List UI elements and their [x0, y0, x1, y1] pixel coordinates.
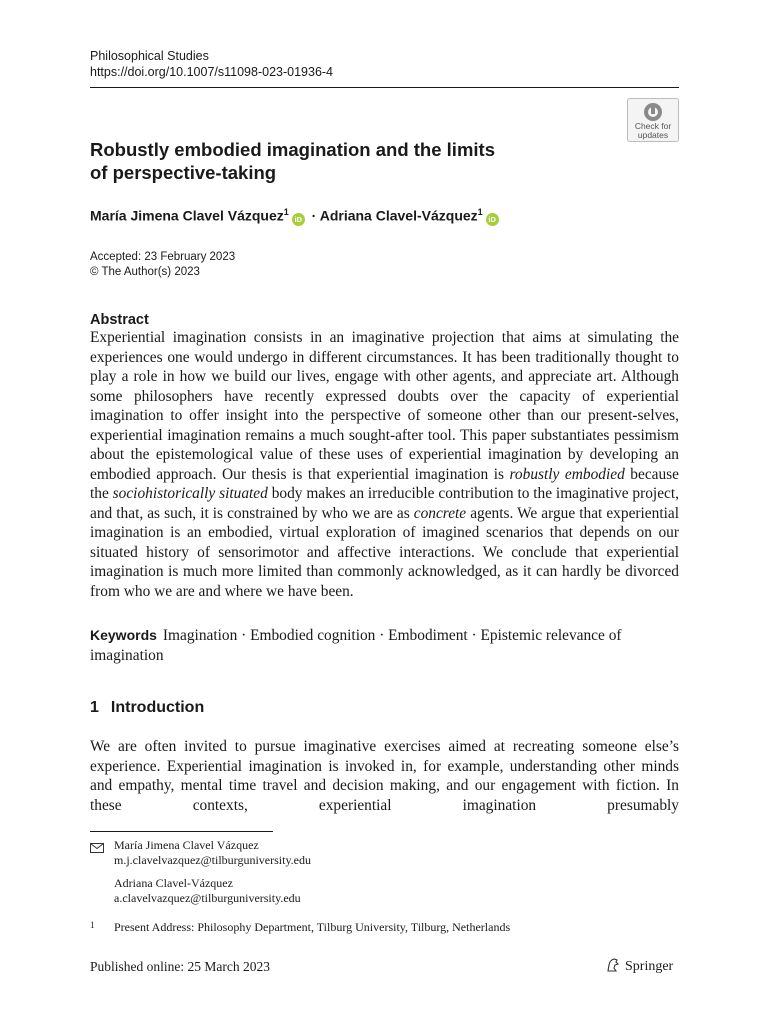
abstract-heading: Abstract: [90, 312, 149, 328]
header-rule: [90, 87, 679, 88]
section-title: Introduction: [110, 699, 205, 716]
section-heading: [90, 699, 204, 717]
orcid-icon[interactable]: iD: [292, 213, 305, 226]
check-updates-label-2: updates: [637, 130, 669, 140]
email-icon: [90, 840, 104, 858]
publisher-name: Springer: [625, 959, 674, 974]
doi-link[interactable]: https://doi.org/10.1007/s11098-023-01936-4: [90, 65, 334, 79]
author-1-name[interactable]: María Jimena Clavel Vázquez: [90, 207, 284, 224]
abstract-emphasis-3: concrete: [413, 504, 467, 522]
contact-2-name: Adriana Clavel-Vázquez: [114, 876, 233, 890]
accepted-date: Accepted: 23 February 2023: [90, 251, 236, 263]
contact-1-email[interactable]: m.j.clavelvazquez@tilburguniversity.edu: [114, 853, 311, 867]
journal-name: Philosophical Studies: [90, 49, 209, 63]
publisher-logo: [605, 957, 673, 975]
check-for-updates-button[interactable]: [627, 98, 679, 142]
abstract-part-2: because the: [90, 465, 680, 502]
check-updates-label-1: Check for: [634, 121, 672, 131]
copyright-notice: © The Author(s) 2023: [90, 266, 200, 278]
affiliation-footnote: Present Address: Philosophy Department, Tilburg University, Tilburg, Netherlands: [114, 920, 511, 934]
author-2-name[interactable]: Adriana Clavel-Vázquez: [319, 207, 478, 224]
check-updates-icon: [643, 102, 663, 122]
springer-horse-icon: [605, 957, 621, 973]
abstract-text: [90, 328, 679, 601]
keywords-list: Imagination · Embodied cognition · Embodiment · Epistemic relevance of imagination: [90, 627, 622, 664]
contact-1-name: María Jimena Clavel Vázquez: [114, 838, 259, 852]
abstract-part-3: body makes an irreducible contribution to the imaginative project, and that, as such, it is constrained by who we are as: [90, 485, 679, 522]
publication-dates: [90, 250, 235, 280]
journal-header: [90, 48, 333, 80]
introduction-text: We are often invited to pursue imaginative exercises aimed at recreating someone else’s experience. Experiential imagination is invoked in, for example, understanding other minds and empathy, mental time travel and decision making, and our engagement with fiction. In these contexts, experiential imagination presumably: [90, 738, 679, 814]
abstract-part-1: Experiential imagination consists in an imaginative projection that aims at simulating the experiences one would undergo in different circumstances. It has been traditionally thought to play a role in how we build our lives, engage with other agents, and appreciate art. Although some philosophers have recently expressed doubts over the capacity of experiential imagination to offer insight into the perspective of someone other than our present-selves, experiential imagination remains a much sought-after tool. This paper substantiates pessimism about the epistemological value of these uses of experiential imagination by developing an embodied approach. Our thesis is that experiential imagination is: [90, 329, 679, 483]
paper-title: [90, 138, 570, 184]
title-line-2: of perspective-taking: [90, 162, 277, 183]
affiliation-footnote-number: 1: [90, 920, 95, 930]
contact-2-email[interactable]: a.clavelvazquez@tilburguniversity.edu: [114, 891, 301, 905]
abstract-part-4: agents. We argue that experiential imagination is an embodied, virtual exploration of imagined scenarios that depends on our situated history of sensorimotor and affective interactions. We conclude that experiential imagination is much more limited than commonly acknowledged, as it can hardly be divorced from who we are and where we have been.: [90, 504, 679, 600]
author-separator: ·: [311, 207, 317, 224]
author-1-contact: [114, 838, 311, 868]
keywords-label: Keywords: [90, 627, 157, 643]
abstract-emphasis-1: robustly embodied: [509, 465, 625, 483]
section-number: 1: [90, 699, 99, 716]
orcid-icon[interactable]: iD: [486, 213, 499, 226]
title-line-1: Robustly embodied imagination and the limits: [90, 139, 495, 160]
author-2-contact: [114, 876, 301, 906]
published-online-date: Published online: 25 March 2023: [90, 959, 270, 974]
keywords: [90, 626, 679, 665]
author-2-affiliation-mark: 1: [477, 207, 483, 217]
footnote-rule: [90, 831, 273, 832]
author-list: [90, 207, 502, 226]
abstract-emphasis-2: sociohistorically situated: [112, 485, 268, 502]
author-1-affiliation-mark: 1: [283, 207, 289, 217]
